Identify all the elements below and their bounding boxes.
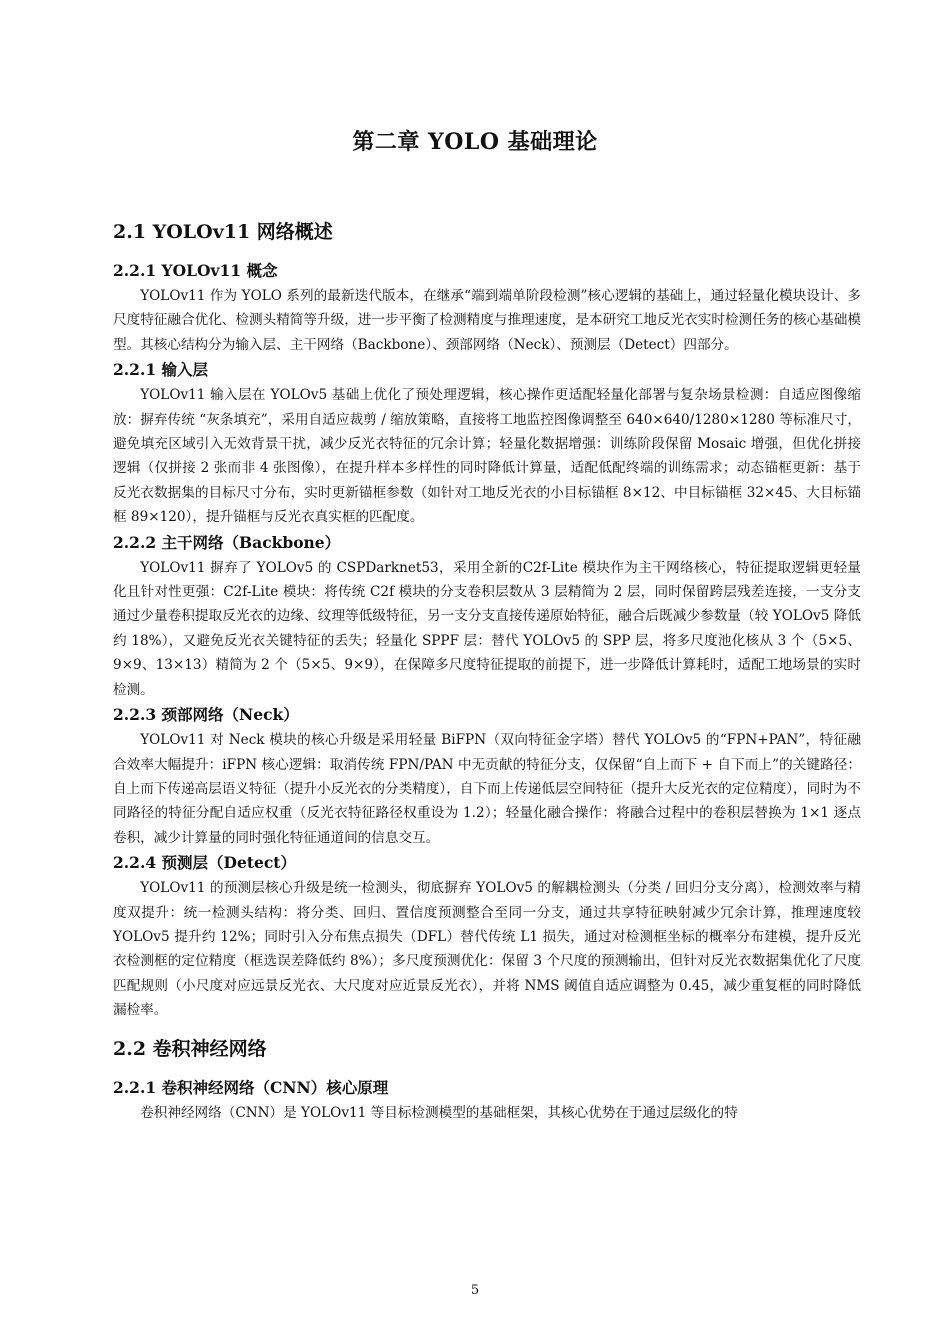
paragraph-backbone: YOLOv11 摒弃了 YOLOv5 的 CSPDarknet53，采用全新的C2f-Lite 模块作为主干网络核心，特征提取逻辑更轻量化且针对性更强：C2f-Lite 模块：将传统 C2f 模块的分支卷积层数从 3 层精简为 2 层，同时保留跨层残差连接，一支分支通过少量卷积提取反光衣的边缘、纹理等低级特征，另一支分支直接传递原始特征，融合后既减少参数量（较 YOLOv5 降低约 18%），又避免反光衣关键特征的丢失；轻量化 SPPF 层：替代 YOLOv5 的 SPP 层，将多尺度池化核从 3 个（5×5、9×9、13×13）精简为 2 个（5×5、9×9），在保障多尺度特征提取的前提下，进一步降低计算耗时，适配工地场景的实时检测。: [113, 559, 861, 698]
paragraph-detect: YOLOv11 的预测层核心升级是统一检测头，彻底摒弃 YOLOv5 的解耦检测头（分类 / 回归分支分离），检测效率与精度双提升：统一检测头结构：将分类、回归、置信度预测整合至同一分支，通过共享特征映射减少冗余计算，推理速度较 YOLOv5 提升约 12%；同时引入分布焦点损失（DFL）替代传统 L1 损失，通过对检测框坐标的概率分布建模，提升反光衣检测框的定位精度（框选误差降低约 8%）；多尺度预测优化：保留 3 个尺度的预测输出，但针对反光衣数据集优化了尺度匹配规则（小尺度对应远景反光衣、大尺度对应近景反光衣），并将 NMS 阈值自适应调整为 0.45，减少重复框的同时降低漏检率。: [113, 880, 861, 1019]
paragraph-concept: YOLOv11 作为 YOLO 系列的最新迭代版本，在继承“端到端单阶段检测”核心逻辑的基础上，通过轻量化模块设计、多尺度特征融合优化、检测头精简等升级，进一步平衡了检测精度与推理速度，是本研究工地反光衣实时检测任务的核心基础模型。其核心结构分为输入层、主干网络（Backbone）、颈部网络（Neck）、预测层（Detect）四部分。: [113, 288, 861, 353]
subsection-heading-backbone: 2.2.2 主干网络（Backbone）: [113, 532, 341, 552]
subsection-heading-input-layer: 2.2.1 输入层: [113, 360, 209, 380]
chapter-title: 第二章 YOLO 基础理论: [352, 129, 598, 155]
page-number: 5: [470, 1283, 480, 1298]
paragraph-cnn: 卷积神经网络（CNN）是 YOLOv11 等目标检测模型的基础框架，其核心优势在于通过层级化的特: [140, 1104, 738, 1121]
subsection-heading-neck: 2.2.3 颈部网络（Neck）: [113, 705, 299, 725]
subsection-heading-cnn: 2.2.1 卷积神经网络（CNN）核心原理: [113, 1077, 389, 1097]
subsection-heading-detect: 2.2.4 预测层（Detect）: [113, 853, 296, 873]
subsection-heading-concept: 2.2.1 YOLOv11 概念: [113, 261, 278, 280]
paragraph-neck: YOLOv11 对 Neck 模块的核心升级是采用轻量 BiFPN（双向特征金字塔）替代 YOLOv5 的“FPN+PAN”，特征融合效率大幅提升：iFPN 核心逻辑：取消传统 FPN/PAN 中无贡献的特征分支，仅保留“自上而下 + 自下而上”的关键路径：自上而下传递高层语义特征（提升小反光衣的分类精度），自下而上传递低层空间特征（提升大反光衣的定位精度），同时为不同路径的特征分配自适应权重（反光衣特征路径权重设为 1.2）；轻量化融合操作：将融合过程中的卷积层替换为 1×1 逐点卷积，减少计算量的同时强化特征通道间的信息交互。: [113, 732, 861, 846]
page-body: [113, 218, 861, 1125]
section-heading-2-1: 2.1 YOLOv11 网络概述: [113, 221, 333, 243]
paragraph-input-layer: YOLOv11 输入层在 YOLOv5 基础上优化了预处理逻辑，核心操作更适配轻量化部署与复杂场景检测：自适应图像缩放：摒弃传统 “灰条填充”，采用自适应裁剪 / 缩放策略，直接将工地监控图像调整至 640×640/1280×1280 等标准尺寸，避免填充区域引入无效背景干扰，减少反光衣特征的冗余计算；轻量化数据增强：训练阶段保留 Mosaic 增强，但优化拼接逻辑（仅拼接 2 张而非 4 张图像），在提升样本多样性的同时降低计算量，适配低配终端的训练需求；动态锚框更新：基于反光衣数据集的目标尺寸分布，实时更新锚框参数（如针对工地反光衣的小目标锚框 8×12、中目标锚框 32×45、大目标锚框 89×120），提升锚框与反光衣真实框的匹配度。: [113, 387, 861, 526]
section-heading-2-2: 2.2 卷积神经网络: [113, 1037, 267, 1060]
